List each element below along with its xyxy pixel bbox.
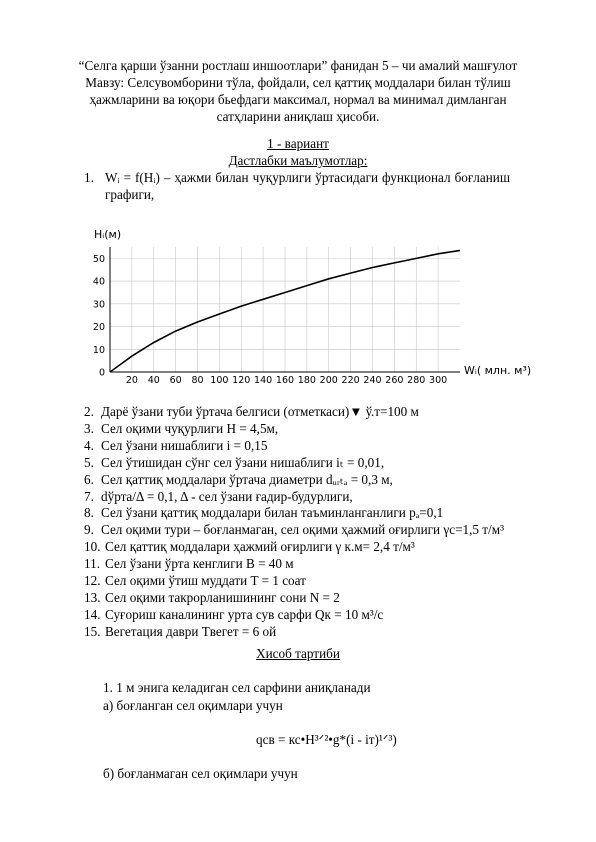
list-item-number: 8. — [84, 505, 94, 521]
list-item — [84, 606, 383, 623]
list-item-number: 4. — [84, 437, 94, 453]
y-tick-label: 30 — [92, 299, 105, 311]
x-tick-label: 280 — [407, 375, 426, 386]
list-item-number: 10. — [84, 539, 101, 555]
x-tick-label: 160 — [275, 375, 295, 386]
x-tick-label: 240 — [363, 375, 382, 386]
x-axis-label: Wᵢ( млн. м³) — [464, 364, 532, 377]
item-1-number: 1. — [84, 170, 94, 185]
x-tick-label: 260 — [385, 375, 404, 386]
list-item-text: Суғориш каналининг урта сув сарфи Qк = 10 м³/с — [105, 606, 384, 622]
list-item-text: Сел оқими ўтиш муддати T = 1 соат — [105, 573, 306, 588]
list-item-number: 2. — [84, 404, 94, 419]
y-tick-label: 0 — [98, 367, 105, 379]
list-item-text: Вегетация даври Tвегет = 6 ой — [105, 623, 277, 639]
list-item-text: Сел қаттиқ моддалари ҳажмий оғирлиги γ к.м= 2,4 т/м³ — [105, 539, 415, 555]
x-tick-label: 120 — [232, 375, 251, 386]
list-item-number: 5. — [84, 454, 94, 470]
list-item-text: Сел ўтишидан сўнг сел ўзани нишаблиги iₜ = 0,01, — [101, 454, 385, 470]
header-line-1: “Селга қарши ўзанни ростлаш иншоотлари” фанидан 5 – чи амалий машғулот — [78, 58, 518, 73]
list-item-text: Сел оқими тури – боғланмаган, сел оқими ҳажмий оғирлиги γc=1,5 т/м³ — [101, 522, 505, 538]
x-tick-label: 180 — [297, 375, 316, 386]
list-item — [84, 623, 276, 640]
y-tick-label: 20 — [92, 322, 105, 334]
list-item — [84, 589, 340, 606]
calc-title: Хисоб тартиби — [256, 646, 340, 661]
list-item — [84, 572, 306, 589]
y-tick-label: 50 — [92, 253, 105, 265]
x-tick-label: 220 — [341, 375, 360, 386]
formula: qсв = кс•H³ᐟ²•g*(i - iт)¹ᐟ³) — [256, 732, 397, 747]
list-item — [84, 454, 384, 471]
list-item — [84, 471, 393, 488]
list-item — [84, 420, 278, 437]
chart-grid — [110, 247, 460, 372]
item-1 — [84, 169, 510, 203]
header-line-2: Мавзу: Селсувомборини тўла, фойдали, сел қаттиқ моддалари билан тўлиш — [85, 75, 511, 90]
list-item — [84, 538, 415, 555]
list-item-text: Сел ўзани нишаблиги i = 0,15 — [101, 437, 268, 453]
x-tick-label: 140 — [254, 375, 273, 386]
item-1-text: Wᵢ = f(Hᵢ) – ҳажми билан чуқурлиги ўртасидаги функционал боғланиш графиги, — [105, 170, 510, 202]
chart-tick-labels — [93, 254, 447, 386]
x-tick-label: 100 — [210, 375, 229, 386]
x-tick-label: 40 — [147, 375, 160, 386]
list-item-text: Сел оқими чуқурлиги H = 4,5м, — [101, 420, 279, 436]
header-line-3: ҳажмларини ва юқори бьефдаги максимал, нормал ва минимал димланган — [89, 92, 507, 107]
list-item-text: dўртa/Δ = 0,1, Δ - сел ўзани ғадир-будурлиги, — [101, 488, 353, 504]
list-item-text: Сел ўзани қаттиқ моддалари билан таъминланганлиги pₐ=0,1 — [101, 505, 444, 521]
list-item-text: Сел ўзани ўрта кенглиги B = 40 м — [105, 556, 294, 572]
step-b: б) боғланмаган сел оқимлари учун — [103, 766, 298, 781]
list-item-number: 6. — [84, 471, 94, 487]
list-item-number: 12. — [84, 573, 101, 588]
initial-data-title: Дастлабки маълумотлар: — [228, 153, 368, 168]
list-item-text: Сел қаттиқ моддалари ўртача диаметри dᵤᵣₜₐ = 0,3 м, — [101, 471, 393, 487]
y-axis-label: Hᵢ(м) — [94, 228, 122, 241]
list-item-number: 7. — [84, 488, 94, 504]
y-tick-label: 10 — [92, 344, 105, 356]
list-item — [84, 504, 443, 521]
list-item-number: 15. — [84, 623, 101, 639]
y-tick-label: 40 — [92, 276, 105, 288]
list-item-number: 14. — [84, 606, 101, 622]
x-tick-label: 300 — [429, 375, 448, 386]
x-tick-label: 200 — [319, 375, 338, 386]
list-item — [84, 521, 504, 538]
list-item — [84, 403, 419, 420]
step-1: 1. 1 м энига келадиган сел сарфини аниқланади — [103, 680, 371, 695]
list-item-number: 13. — [84, 589, 101, 605]
list-item-number: 9. — [84, 522, 94, 538]
list-item-number: 11. — [84, 556, 100, 572]
list-item — [84, 555, 294, 572]
list-item — [84, 437, 267, 454]
volume-depth-chart — [84, 222, 544, 390]
list-item-text: Дарё ўзани туби ўртача белгиси (отметкаси)▼ ў.т=100 м — [101, 404, 419, 419]
list-item — [84, 488, 353, 505]
variant-title: 1 - вариант — [267, 136, 329, 151]
x-tick-label: 80 — [191, 375, 204, 386]
x-tick-label: 60 — [169, 375, 182, 386]
list-item-number: 3. — [84, 420, 94, 436]
x-tick-label: 20 — [125, 375, 138, 386]
header-line-4: сатҳларини аниқлаш ҳисоби. — [216, 109, 380, 124]
step-a: а) боғланган сел оқимлари учун — [103, 698, 283, 713]
list-item-text: Сел оқими такрорланишининг сони N = 2 — [105, 589, 340, 605]
